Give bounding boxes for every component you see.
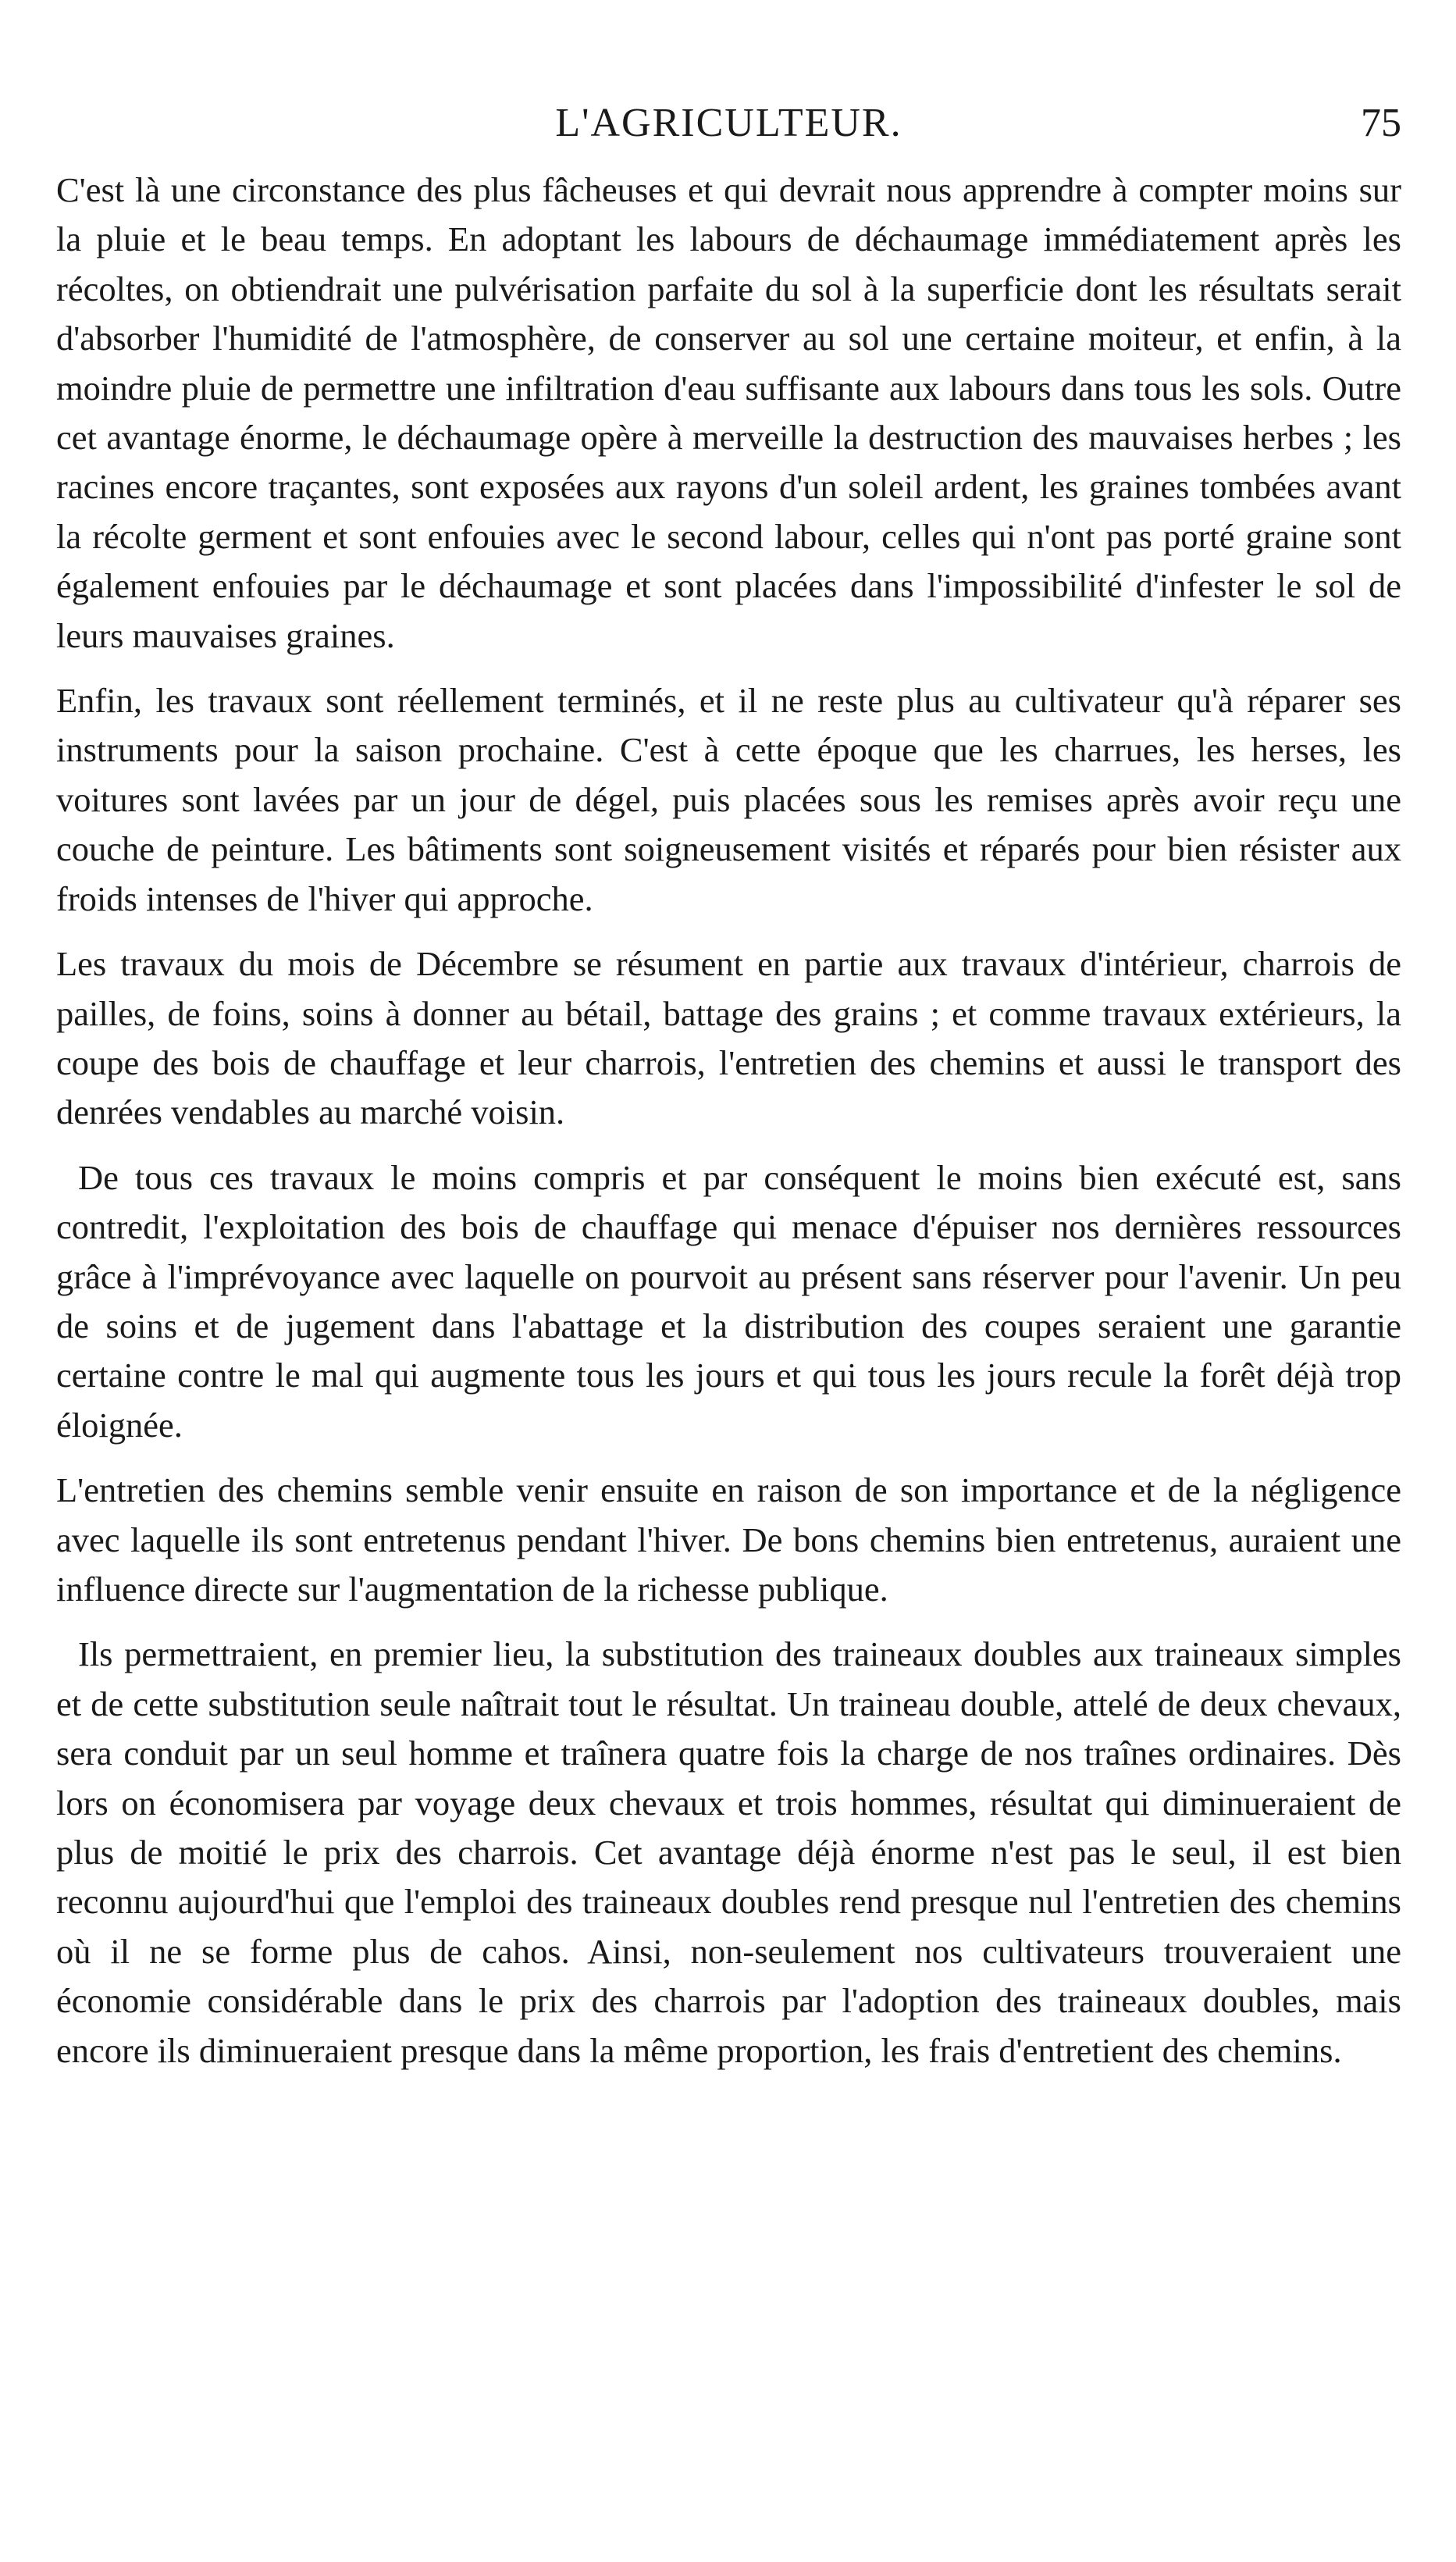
running-head bbox=[56, 100, 1401, 155]
paragraph-dechaumage: C'est là une circonstance des plus fâcheuses et qui devrait nous apprendre à compter moins sur la pluie et le beau temps. En adoptant les labours de déchaumage immédiatement après les récoltes, on obtiendrait une pulvérisation parfaite du sol à la superficie dont les résultats serait d'absorber l'humidité de l'atmosphère, de conserver au sol une certaine moiteur, et enfin, à la moindre pluie de permettre une infiltration d'eau suffisante aux labours dans tous les sols. Outre cet avantage énorme, le déchaumage opère à merveille la destruction des mauvaises herbes ; les racines encore traçantes, sont exposées aux rayons d'un soleil ardent, les graines tombées avant la récolte germent et sont enfouies avec le second labour, celles qui n'ont pas porté graine sont également enfouies par le déchaumage et sont placées dans l'impossibilité d'infester le sol de leurs mauvaises graines. bbox=[56, 170, 1401, 655]
page-number: 75 bbox=[1361, 101, 1401, 145]
body-text bbox=[56, 166, 1401, 2076]
running-title: L'AGRICULTEUR. bbox=[555, 101, 902, 145]
paragraph-entretien-chemins: L'entretien des chemins semble venir ensuite en raison de son importance et de la négligence avec laquelle ils sont entretenus pendant l'hiver. De bons chemins bien entretenus, auraient une influence directe sur l'augmentation de la richesse publique. bbox=[56, 1470, 1401, 1609]
paragraph-traineaux-doubles: Ils permettraient, en premier lieu, la substitution des traineaux doubles aux traineaux simples et de cette substitution seule naîtrait tout le résultat. Un traineau double, attelé de deux chevaux, sera conduit par un seul homme et traînera quatre fois la charge de nos traînes ordinaires. Dès lors on économisera par voyage deux chevaux et trois hommes, résultat qui diminueraient de plus de moitié le prix des charrois. Cet avantage déjà énorme n'est pas le seul, il est bien reconnu aujourd'hui que l'emploi des traineaux doubles rend presque nul l'entretien des chemins où il ne se forme plus de cahos. Ainsi, non-seulement nos cultivateurs trouveraient une économie considérable dans le prix des charrois par l'adoption des traineaux doubles, mais encore ils diminueraient presque dans la même proportion, les frais d'entretient des chemins. bbox=[56, 1634, 1401, 2070]
paragraph-travaux-termines: Enfin, les travaux sont réellement terminés, et il ne reste plus au cultivateur qu'à réparer ses instruments pour la saison prochaine. C'est à cette époque que les charrues, les herses, les voitures sont lavées par un jour de dégel, puis placées sous les remises après avoir reçu une couche de peinture. Les bâtiments sont soigneusement visités et réparés pour bien résister aux froids intenses de l'hiver qui approche. bbox=[56, 681, 1401, 918]
paragraph-travaux-decembre: Les travaux du mois de Décembre se résument en partie aux travaux d'intérieur, charrois de pailles, de foins, soins à donner au bétail, battage des grains ; et comme travaux extérieurs, la coupe des bois de chauffage et leur charrois, l'entretien des chemins et aussi le transport des denrées vendables au marché voisin. bbox=[56, 944, 1401, 1132]
paragraph-bois-chauffage: De tous ces travaux le moins compris et par conséquent le moins bien exécuté est, sans contredit, l'exploitation des bois de chauffage qui menace d'épuiser nos dernières ressources grâce à l'imprévoyance avec laquelle on pourvoit au présent sans réserver pour l'avenir. Un peu de soins et de jugement dans l'abattage et la distribution des coupes seraient une garantie certaine contre le mal qui augmente tous les jours et qui tous les jours recule la forêt déjà trop éloignée. bbox=[56, 1157, 1401, 1445]
